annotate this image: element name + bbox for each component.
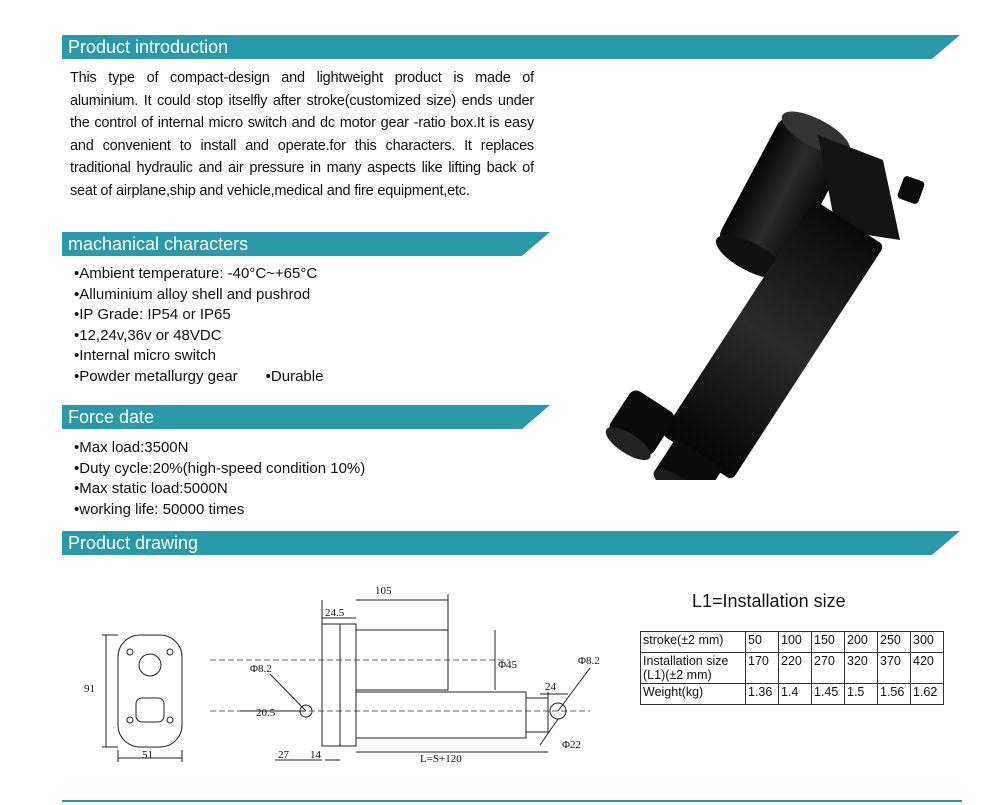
list-item: •Alluminium alloy shell and pushrod [74,285,311,303]
actuator-photo [578,80,978,480]
spec-table [640,631,944,705]
mounting-bracket [322,624,340,746]
dim-91: 91 [84,683,95,695]
list-item: •Max load:3500N [74,439,189,456]
table-row [641,653,944,684]
table-row [641,684,944,705]
section-title: Product introduction [68,37,229,57]
table-cell: 50 [746,632,779,653]
table-cell: 170 [746,653,779,684]
table-cell: 150 [812,632,845,653]
technical-drawing [70,580,610,770]
list-item-extra: •Durable [265,367,324,385]
list-item-text: •Powder metallurgy gear [74,367,238,385]
list-item: •12,24v,36v or 48VDC [74,326,222,344]
list-item: •IP Grade: IP54 or IP65 [74,306,231,323]
end-view-outline [118,635,182,747]
dim-51: 51 [142,749,153,761]
section-header-force-date [62,405,522,429]
table-row [641,632,944,653]
bottom-divider [62,800,962,802]
dim-20-5: 20.5 [256,707,276,719]
dim-phi22: Φ22 [562,739,582,751]
table-cell: 200 [845,632,878,653]
list-item: •working life: 50000 times [74,500,245,518]
list-item: •Max static load:5000N [74,480,228,497]
dim-24: 24 [545,681,556,693]
dim-phi8-2-right: Φ8.2 [578,655,600,667]
table-cell: 220 [779,653,812,684]
table-cell: 1.56 [878,684,911,705]
actuator-tube [356,692,526,738]
table-cell: Weight(kg) [641,684,746,705]
dim-27: 27 [278,749,289,761]
section-title: Product drawing [68,533,199,553]
table-cell: 270 [812,653,845,684]
dim-105: 105 [375,585,392,597]
section-header-mechanical-characters [62,232,522,256]
dim-phi45: Φ45 [498,659,518,671]
table-cell: 1.62 [911,684,944,705]
table-cell: 420 [911,653,944,684]
dim-24-5: 24.5 [325,607,345,619]
dim-14: 14 [310,749,321,761]
table-cell: 320 [845,653,878,684]
intro-paragraph: This type of compact-design and lightweight product is made of aluminium. It could stop itselfly after stroke(customized size) ends under the control of internal micro switch and dc motor gear -ratio box.It is easy and convenient to install and operate.for this characters. It replaces traditional hydraulic and air pressure in many aspects like lifting back of seat of airplane,ship and vehicle,medical and fire equipment,etc. [70,70,534,199]
section-title: Force date [68,407,155,427]
table-cell: 100 [779,632,812,653]
table-cell: stroke(±2 mm) [641,632,746,653]
table-cell: 1.4 [779,684,812,705]
section-header-product-introduction [62,35,932,59]
table-cell: 1.5 [845,684,878,705]
list-item: •Internal micro switch [74,347,216,364]
table-cell: 1.36 [746,684,779,705]
force-list [74,438,365,520]
table-cell: Installation size (L1)(±2 mm) [641,653,746,684]
section-header-product-drawing [62,531,932,555]
spec-title: L1=Installation size [692,591,846,611]
dim-phi8-2-left: Φ8.2 [250,663,272,675]
table-cell: 250 [878,632,911,653]
table-cell: 300 [911,632,944,653]
section-title: machanical characters [68,234,249,254]
table-cell: 1.45 [812,684,845,705]
list-item: •Ambient temperature: -40°C~+65°C [74,265,318,282]
dim-length: L=S+120 [420,753,462,765]
list-item: •Duty cycle:20%(high-speed condition 10%) [74,459,366,477]
mechanical-list [74,264,323,387]
list-item [74,367,323,388]
table-cell: 370 [878,653,911,684]
